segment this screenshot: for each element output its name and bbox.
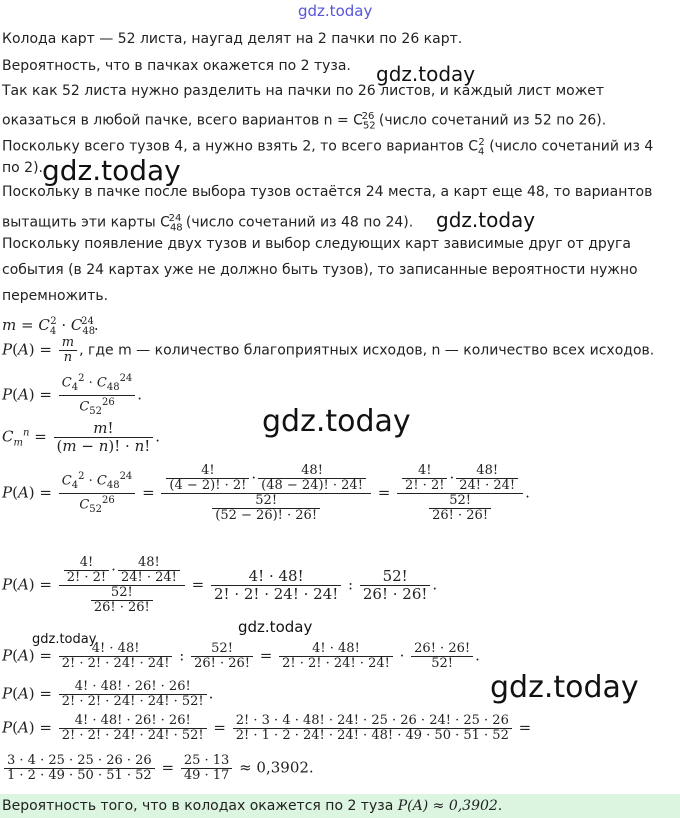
watermark: gdz.today [262,404,411,439]
formula-step-3: P(A) = $\frac{4! \cdot 48!}{2! \cdot 2! \cdot 24! \cdot 24!}$ : $\frac{52!}{26! \cdot 26!}$ = $\frac{4! \cdot 48!}{2! \cdot 2! \cdot 24! \cdot 24!}$ · $\frac{26! \cdot 26!}{52!}$ . [2,641,480,671]
formula-step-6: $\frac{3 \cdot 4 \cdot 25 \cdot 25 \cdot 26 \cdot 26}{1 \cdot 2 \cdot 49 \cdot 50 \cdot 51 \cdot 52}$ = $\frac{25 \cdot 13}{49 \cdot 17}$ ≈ 0,3902. [2,754,314,783]
solution-text: Так как 52 листа нужно разделить на пачки по 26 листов, и каждый лист может [2,83,605,99]
watermark: gdz.today [436,208,536,232]
solution-text: вытащить эти карты $C_{48}^{24}$ (число сочетаний из 48 по 24). [2,213,414,234]
solution-text: события (в 24 картах уже не должно быть тузов), то записанные вероятности нужно [2,262,638,278]
problem-line-1: Колода карт — 52 листа, наугад делят на 2 пачки по 26 карт. [2,31,463,47]
formula-probability-definition: P(A) = $\frac{m}{n}$ , где m — количество благоприятных исходов, n — количество всех исходов. [2,335,655,365]
watermark: gdz.today [32,632,97,647]
solution-text: по 2). [2,160,43,176]
problem-line-2: Вероятность, что в пачках окажется по 2 туза. [2,58,351,74]
solution-text: Поскольку всего тузов 4, а нужно взять 2, то всего вариантов $C_4^2$ (число сочетаний из 4 [2,137,654,158]
watermark: gdz.today [490,670,639,705]
solution-text: оказаться в любой пачке, всего вариантов $n = C_{52}^{26}$ (число сочетаний из 52 по 26). [2,111,607,132]
solution-text: Поскольку в пачке после выбора тузов остаётся 24 места, а карт еще 48, то вариантов [2,184,653,200]
formula-m: $m = C_4^2 \cdot C_{48}^{24}$. [2,316,99,337]
formula-step-5: P(A) = $\frac{4! \cdot 48! \cdot 26! \cdot 26!}{2! \cdot 2! \cdot 24! \cdot 24! \cdot 52!}$ = $\frac{2! \cdot 3 \cdot 4 \cdot 48! \cdot 24! \cdot 25 \cdot 26 \cdot 24! \cdot 25 \cdot 26}{2! \cdot 1 \cdot 2 \cdot 24! \cdot 24! \cdot 48! \cdot 49 \cdot 50 \cdot 51 \cdot 52}$ = [2,713,532,743]
formula-step-1: P(A) = $\frac{C_4^2 \cdot C_{48}^{24}}{C_{52}^{26}}$ = $\frac{4!}{(4 - 2)! \cdot 2!}$ · $\frac{48!}{(48 - 24)! \cdot 24!}$ $\frac{52!}{(52 - 26)! \cdot 26!}$ = $\frac{4!}{2! \cdot 2!}$ · $\frac{48!}{24! \cdot 24!}$ $\frac{52!}{26! \cdot 26!}$ . [2,463,530,523]
formula-step-2: P(A) = $\frac{4!}{2! \cdot 2!}$ · $\frac{48!}{24! \cdot 24!}$ $\frac{52!}{26! \cdot 26!}$ = $\frac{4! \cdot 48!}{2! \cdot 2! \cdot 24! \cdot 24!}$ : $\frac{52!}{26! \cdot 26!}$ . [2,555,438,615]
formula-step-4: P(A) = $\frac{4! \cdot 48! \cdot 26! \cdot 26!}{2! \cdot 2! \cdot 24! \cdot 24! \cdot 52!}$ . [2,679,214,709]
formula-combination: $C_m^n$ = $\frac{m!}{(m - n)! \cdot n!}$ . [2,419,161,455]
answer-banner: Вероятность того, что в колодах окажется по 2 туза P(A) ≈ 0,3902. [0,794,680,818]
solution-text: Поскольку появление двух тузов и выбор следующих карт зависимые друг от друга [2,236,631,252]
watermark: gdz.today [376,62,476,86]
watermark: gdz.today [238,618,313,636]
watermark: gdz.today [42,154,181,187]
watermark: gdz.today [298,2,373,20]
formula-probability: P(A) = $\frac{C_4^2 \cdot C_{48}^{24}}{C_{52}^{26}}$ . [2,373,143,417]
solution-text: перемножить. [2,288,109,304]
